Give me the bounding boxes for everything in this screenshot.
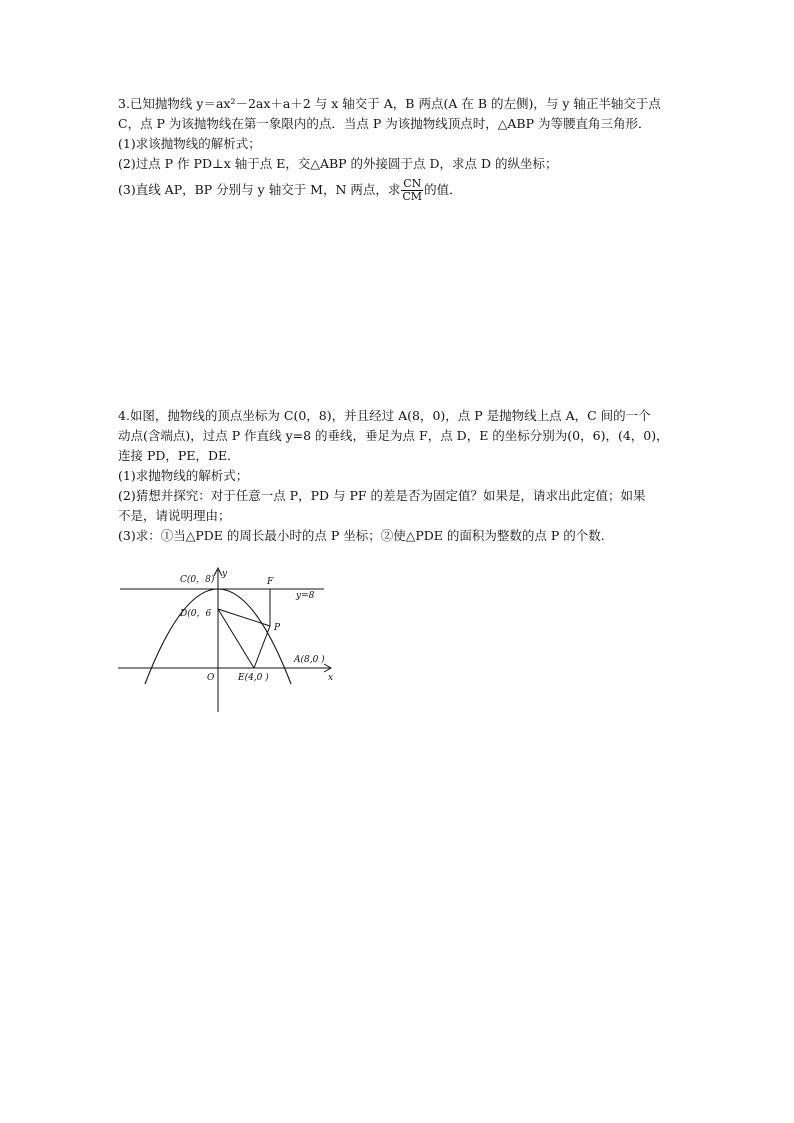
label-x-axis: x bbox=[328, 673, 334, 683]
q4-stem-line-3: 连接 PD，PE，DE． bbox=[118, 448, 240, 463]
q4-stem-line-1: 4.如图，抛物线的顶点坐标为 C(0，8)，并且经过 A(8，0)，点 P 是抛物线上点 A，C 间的一个 bbox=[118, 408, 651, 423]
question-3 bbox=[118, 94, 698, 206]
q3-part-1: (1)求该抛物线的解析式； bbox=[118, 136, 261, 151]
q3-part-2: (2)过点 P 作 PD⊥x 轴于点 E，交△ABP 的外接圆于点 D，求点 D 的纵坐标； bbox=[118, 156, 558, 171]
parabola-diagram bbox=[118, 566, 340, 714]
label-line-y8: y=8 bbox=[296, 591, 315, 601]
segment-de bbox=[218, 609, 254, 668]
q4-part-1: (1)求抛物线的解析式； bbox=[118, 468, 249, 483]
q3-fraction bbox=[401, 178, 423, 203]
q3-fraction-numerator: CN bbox=[403, 177, 422, 190]
q4-stem-line-2: 动点(含端点)，过点 P 作直线 y=8 的垂线，垂足为点 F，点 D，E 的坐标分别为(0，6)，(4，0)， bbox=[118, 428, 669, 443]
label-point-e: E(4,0 ) bbox=[238, 673, 269, 683]
q3-fraction-denominator: CM bbox=[402, 190, 423, 203]
label-point-a: A(8,0 ) bbox=[294, 655, 325, 665]
q3-part-3 bbox=[118, 174, 698, 206]
q3-stem-line-2: C，点 P 为该抛物线在第一象限内的点．当点 P 为该抛物线顶点时，△ABP 为等腰直角三角形． bbox=[118, 116, 651, 131]
label-point-c: C(0，8) bbox=[180, 575, 215, 585]
segment-pe bbox=[254, 626, 270, 668]
segment-pd bbox=[218, 609, 270, 626]
q3-part-3-tail: 的值． bbox=[424, 182, 462, 197]
label-y-axis: y bbox=[222, 569, 228, 579]
label-point-d: D(0，6 bbox=[180, 609, 212, 619]
parabola-figure bbox=[118, 566, 340, 714]
q3-stem-line-1: 3.已知抛物线 y＝ax²－2ax＋a＋2 与 x 轴交于 A，B 两点(A 在 B 的左侧)，与 y 轴正半轴交于点 bbox=[118, 96, 661, 111]
q4-part-3: (3)求：①当△PDE 的周长最小时的点 P 坐标；②使△PDE 的面积为整数的点 P 的个数． bbox=[118, 528, 614, 543]
q4-part-2-line-1: (2)猜想并探究：对于任意一点 P，PD 与 PF 的差是否为固定值？如果是，请求出此定值；如果 bbox=[118, 488, 646, 503]
label-origin: O bbox=[207, 673, 215, 683]
question-4 bbox=[118, 406, 698, 546]
label-point-p: P bbox=[274, 623, 281, 633]
q3-part-3-text: (3)直线 AP，BP 分别与 y 轴交于 M，N 两点，求 bbox=[118, 182, 401, 197]
q4-part-2-line-2: 不是，请说明理由； bbox=[118, 508, 231, 523]
label-point-f: F bbox=[267, 577, 274, 587]
